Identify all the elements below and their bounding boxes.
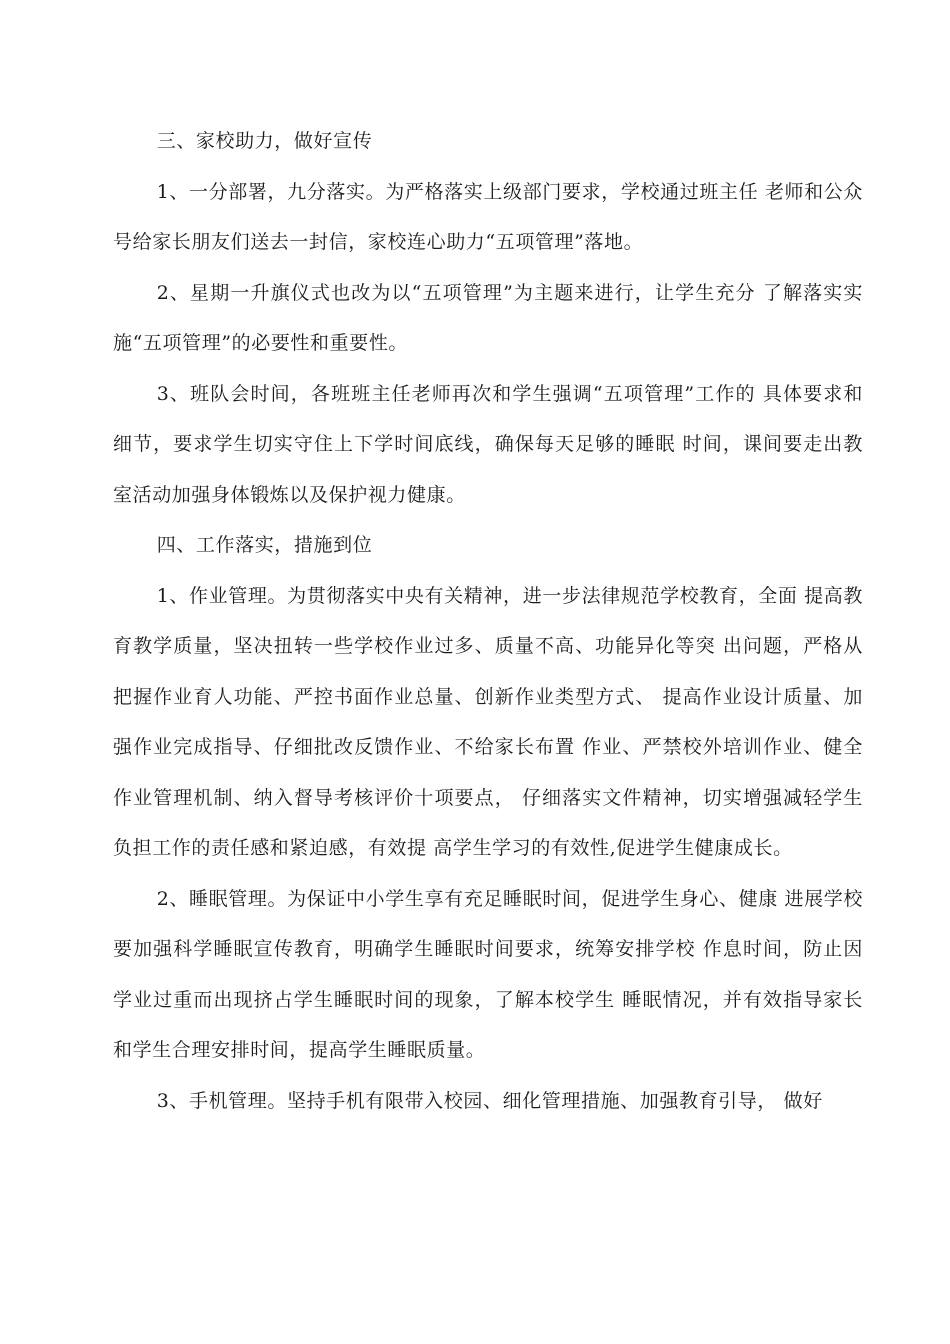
paragraph-3-2: 2、星期一升旗仪式也改为以“五项管理”为主题来进行，让学生充分 了解落实实施“五项管理”的必要性和重要性。 [113,281,863,354]
document-body [113,116,863,1126]
paragraph-4-3: 3、手机管理。坚持手机有限带入校园、细化管理措施、加强教育引导， 做好 [156,1089,823,1112]
paragraph-4-2: 2、睡眠管理。为保证中小学生享有充足睡眠时间，促进学生身心、健康 进展学校要加强科学睡眠宣传教育，明确学生睡眠时间要求，统筹安排学校 作息时间，防止因学业过重而出现挤占学生睡眠时间的现象，了解本校学生 睡眠情况，并有效指导家长和学生合理安排时间，提高学生睡眠质量。 [113,887,863,1061]
paragraph-3-3: 3、班队会时间，各班班主任老师再次和学生强调“五项管理”工作的 具体要求和细节，要求学生切实守住上下学时间底线，确保每天足够的睡眠 时间，课间要走出教室活动加强身体锻炼以及保护视力健康。 [113,382,863,506]
section-heading-4: 四、工作落实，措施到位 [156,534,373,556]
section-heading-3: 三、家校助力，做好宣传 [156,130,373,152]
paragraph-3-1: 1、一分部署，九分落实。为严格落实上级部门要求，学校通过班主任 老师和公众号给家长朋友们送去一封信，家校连心助力“五项管理”落地。 [113,180,863,253]
paragraph-4-1: 1、作业管理。为贯彻落实中央有关精神，进一步法律规范学校教育，全面 提高教育教学质量，坚决扭转一些学校作业过多、质量不高、功能异化等突 出问题，严格从把握作业育人功能、严控书面作业总量、创新作业类型方式、 提高作业设计质量、加强作业完成指导、仔细批改反馈作业、不给家长布置 作业、严禁校外培训作业、健全作业管理机制、纳入督导考核评价十项要点， 仔细落实文件精神，切实增强减轻学生负担工作的责任感和紧迫感，有效提 高学生学习的有效性,促进学生健康成长。 [113,584,863,859]
